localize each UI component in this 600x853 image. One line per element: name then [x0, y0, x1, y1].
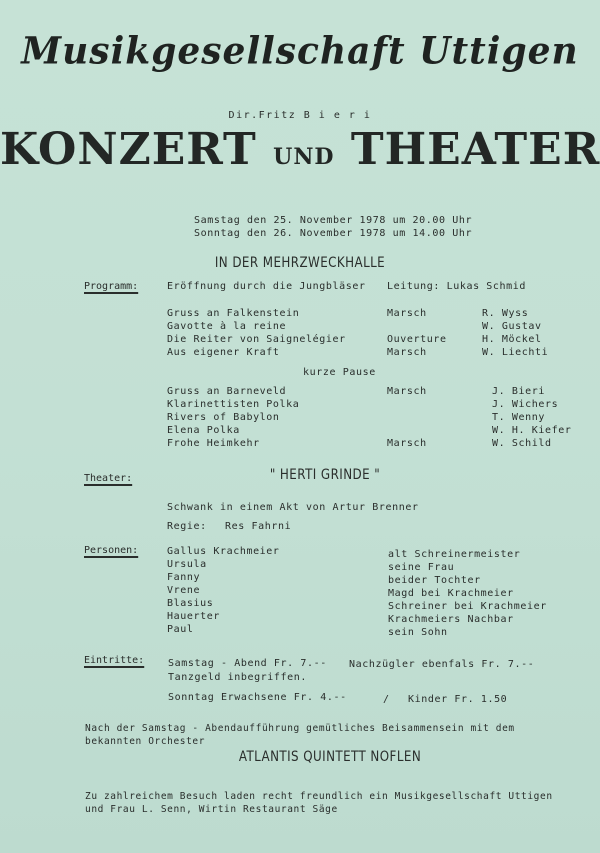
title-theater: THEATER	[350, 124, 600, 175]
programm-opening: Eröffnung durch die Jungbläser	[167, 281, 366, 292]
piece-title: Gruss an Barneveld	[167, 386, 287, 397]
piece-composer: W. Gustav	[482, 321, 542, 332]
date-sunday: Sonntag den 26. November 1978 um 14.00 Uhr	[194, 228, 473, 239]
cast-role: seine Frau	[388, 562, 455, 573]
cast-name: Hauerter	[167, 611, 220, 622]
cast-role: alt Schreinermeister	[388, 549, 521, 560]
date-saturday: Samstag den 25. November 1978 um 20.00 Uhr	[194, 215, 473, 226]
programm-leader: Leitung: Lukas Schmid	[387, 281, 527, 292]
piece-composer: W. Schild	[492, 438, 552, 449]
theater-label: Theater:	[84, 473, 133, 484]
regie-name: Res Fahrni	[225, 521, 292, 532]
cast-name: Paul	[167, 624, 194, 635]
piece-type: Ouverture	[387, 334, 447, 345]
cast-name: Fanny	[167, 572, 201, 583]
price-separator: /	[383, 694, 390, 705]
piece-type: Marsch	[387, 308, 427, 319]
piece-composer: W. H. Kiefer	[492, 425, 572, 436]
footer-line2: und Frau L. Senn, Wirtin Restaurant Säge	[85, 804, 338, 815]
play-title: " HERTI GRINDE "	[269, 467, 381, 483]
cast-role: Magd bei Krachmeier	[388, 588, 514, 599]
band-name: ATLANTIS QUINTETT NOFLEN	[238, 749, 422, 765]
programm-label: Programm:	[84, 281, 139, 292]
cast-name: Vrene	[167, 585, 201, 596]
piece-type: Marsch	[387, 347, 427, 358]
cast-role: Krachmeiers Nachbar	[388, 614, 514, 625]
piece-title: Die Reiter von Saignelégier	[167, 334, 346, 345]
piece-title: Gavotte à la reine	[167, 321, 287, 332]
piece-composer: T. Wenny	[492, 412, 545, 423]
piece-type: Marsch	[387, 386, 427, 397]
piece-title: Rivers of Babylon	[167, 412, 280, 423]
price-saturday: Samstag - Abend Fr. 7.--	[168, 658, 327, 669]
director: Dir.Fritz B i e r i	[228, 110, 372, 121]
piece-title: Frohe Heimkehr	[167, 438, 260, 449]
event-dates	[194, 214, 472, 240]
cast-name: Blasius	[167, 598, 214, 609]
piece-title: Elena Polka	[167, 425, 240, 436]
cast-role: sein Sohn	[388, 627, 448, 638]
after-line2: bekannten Orchester	[85, 736, 206, 747]
piece-title: Aus eigener Kraft	[167, 347, 280, 358]
price-sunday-adults: Sonntag Erwachsene Fr. 4.--	[168, 692, 347, 703]
piece-title: Klarinettisten Polka	[167, 399, 300, 410]
piece-type: Marsch	[387, 438, 427, 449]
cast-role: Schreiner bei Krachmeier	[388, 601, 547, 612]
venue: IN DER MEHRZWECKHALLE	[214, 255, 386, 271]
personen-label: Personen:	[84, 545, 139, 556]
cast-name: Gallus Krachmeier	[167, 546, 280, 557]
piece-composer: R. Wyss	[482, 308, 529, 319]
piece-title: Gruss an Falkenstein	[167, 308, 300, 319]
piece-composer: H. Möckel	[482, 334, 542, 345]
cast-role: beider Tochter	[388, 575, 481, 586]
piece-composer: J. Bieri	[492, 386, 545, 397]
dance-included: Tanzgeld inbegriffen.	[168, 672, 308, 683]
price-latecomer: Nachzügler ebenfals Fr. 7.--	[349, 659, 535, 670]
piece-composer: J. Wichers	[492, 399, 559, 410]
cast-name: Ursula	[167, 559, 207, 570]
regie-label: Regie:	[167, 521, 207, 532]
title-konzert: KONZERT	[0, 124, 257, 175]
footer-line1: Zu zahlreichem Besuch laden recht freundlich ein Musikgesellschaft Uttigen	[85, 791, 553, 802]
play-description: Schwank in einem Akt von Artur Brenner	[167, 502, 419, 513]
piece-composer: W. Liechti	[482, 347, 549, 358]
event-title	[0, 124, 600, 175]
pause: kurze Pause	[303, 367, 376, 378]
title-und: UND	[273, 144, 335, 170]
after-line1: Nach der Samstag - Abendaufführung gemütliches Beisammensein mit dem	[85, 723, 515, 734]
price-sunday-kids: Kinder Fr. 1.50	[408, 694, 508, 705]
society-title: Musikgesellschaft Uttigen	[21, 28, 579, 74]
eintritte-label: Eintritte:	[84, 655, 145, 666]
